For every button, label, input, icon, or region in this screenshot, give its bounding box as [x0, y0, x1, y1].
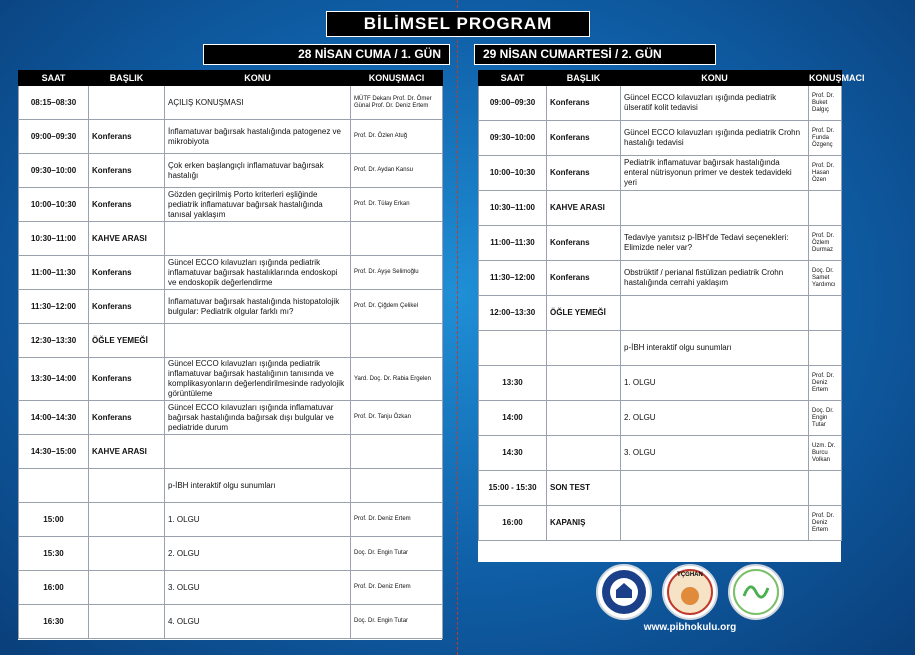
topic-cell: İnflamatuvar bağırsak hastalığında patogenez ve mikrobiyota — [165, 120, 351, 154]
table-row — [19, 358, 443, 401]
speaker-cell: Prof. Dr. Hasan Özen — [809, 156, 842, 191]
topic-cell: Gözden geçirilmiş Porto kriterleri eşliğinde pediatrik inflamatuvar bağırsak hastalığında tanısal yaklaşım — [165, 188, 351, 222]
time-cell: 14:00 — [479, 401, 547, 436]
topic-cell: Güncel ECCO kılavuzları ışığında pediatrik Crohn hastalığı tedavisi — [621, 121, 809, 156]
website-link[interactable]: www.pibhokulu.org — [643, 622, 737, 633]
title-cell: KAHVE ARASI — [89, 435, 165, 469]
speaker-cell — [351, 469, 443, 503]
time-cell: 11:30–12:00 — [479, 261, 547, 296]
speaker-cell: Prof. Dr. Özlem Durmaz — [809, 226, 842, 261]
day1-schedule-panel — [18, 70, 442, 640]
time-cell: 16:30 — [19, 605, 89, 639]
day2-schedule-table — [478, 70, 865, 541]
topic-cell: 3. OLGU — [621, 436, 809, 471]
table-row — [479, 401, 842, 436]
speaker-cell: Prof. Dr. Deniz Ertem — [351, 503, 443, 537]
speaker-cell: Prof. Dr. Deniz Ertem — [809, 506, 842, 541]
university-seal-icon — [596, 564, 652, 620]
table-row — [19, 605, 443, 639]
col-header-konu: KONU — [621, 71, 809, 86]
day2-schedule-panel — [478, 70, 865, 562]
speaker-cell: Uzm. Dr. Burcu Volkan — [809, 436, 842, 471]
speaker-cell: Prof. Dr. Deniz Ertem — [809, 366, 842, 401]
speaker-cell: Prof. Dr. Buket Dalgıç — [809, 86, 842, 121]
topic-cell: Pediatrik inflamatuvar bağırsak hastalığında enteral nütrisyonun primer ve destek tedavideki yeri — [621, 156, 809, 191]
topic-cell — [621, 471, 809, 506]
title-cell — [89, 469, 165, 503]
col-header-konusmaci: KONUŞMACI — [809, 71, 842, 86]
col-header-konu: KONU — [165, 71, 351, 86]
topic-cell — [165, 222, 351, 256]
table-row — [479, 366, 842, 401]
ibh-logo-icon — [728, 564, 784, 620]
table-row — [479, 121, 842, 156]
tcghan-logo-text: TÇGHAN — [677, 572, 703, 578]
topic-cell: Güncel ECCO kılavuzları ışığında pediatrik ülseratif kolit tedavisi — [621, 86, 809, 121]
time-cell: 11:00–11:30 — [479, 226, 547, 261]
sponsor-logos — [590, 564, 790, 622]
title-cell: Konferans — [89, 290, 165, 324]
title-cell: Konferans — [547, 121, 621, 156]
table-header-row — [479, 71, 842, 86]
title-cell: Konferans — [547, 156, 621, 191]
table-row — [19, 120, 443, 154]
speaker-cell — [351, 435, 443, 469]
speaker-cell: Doç. Dr. Engin Tutar — [809, 401, 842, 436]
speaker-cell: Prof. Dr. Özlen Atuğ — [351, 120, 443, 154]
speaker-cell — [351, 324, 443, 358]
topic-cell — [165, 435, 351, 469]
topic-cell: Güncel ECCO kılavuzları ışığında pediatrik inflamatuvar bağırsak hastalığının tanısında ve komplikasyonların değerlendirilmesinde radyolojik görüntüleme — [165, 358, 351, 401]
table-row — [479, 331, 842, 366]
speaker-cell: Prof. Dr. Aydan Kansu — [351, 154, 443, 188]
title-cell: Konferans — [89, 401, 165, 435]
topic-cell: Güncel ECCO kılavuzları ışığında pediatrik inflamatuvar bağırsak hastalıklarında endoskopi ve endoskopik değerlendirme — [165, 256, 351, 290]
col-header-saat: SAAT — [479, 71, 547, 86]
table-row — [19, 154, 443, 188]
time-cell: 13:30 — [479, 366, 547, 401]
title-cell: KAHVE ARASI — [547, 191, 621, 226]
col-header-saat: SAAT — [19, 71, 89, 86]
topic-cell: 3. OLGU — [165, 571, 351, 605]
topic-cell: 2. OLGU — [621, 401, 809, 436]
time-cell: 10:30–11:00 — [479, 191, 547, 226]
topic-cell: Tedaviye yanıtsız p-İBH'de Tedavi seçenekleri: Elimizde neler var? — [621, 226, 809, 261]
table-row — [19, 256, 443, 290]
title-cell — [547, 436, 621, 471]
title-cell: Konferans — [89, 256, 165, 290]
topic-cell: 1. OLGU — [165, 503, 351, 537]
speaker-cell — [809, 296, 842, 331]
speaker-cell: Yard. Doç. Dr. Rabia Ergelen — [351, 358, 443, 401]
title-cell: Konferans — [547, 86, 621, 121]
table-row — [19, 222, 443, 256]
speaker-cell: Prof. Dr. Deniz Ertem — [351, 571, 443, 605]
topic-cell: İnflamatuvar bağırsak hastalığında histopatolojik bulgular: Pediatrik olgular farklı mı? — [165, 290, 351, 324]
topic-cell: 1. OLGU — [621, 366, 809, 401]
title-cell — [547, 401, 621, 436]
col-header-konusmaci: KONUŞMACI — [351, 71, 443, 86]
tcghan-logo-icon — [662, 564, 718, 620]
table-row — [19, 290, 443, 324]
title-cell — [89, 537, 165, 571]
time-cell: 15:00 - 15:30 — [479, 471, 547, 506]
table-row — [19, 188, 443, 222]
table-row — [479, 506, 842, 541]
title-cell: KAPANIŞ — [547, 506, 621, 541]
time-cell: 08:15–08:30 — [19, 86, 89, 120]
title-cell: Konferans — [547, 226, 621, 261]
time-cell: 15:00 — [19, 503, 89, 537]
topic-cell: 4. OLGU — [165, 605, 351, 639]
time-cell: 16:00 — [479, 506, 547, 541]
table-row — [19, 324, 443, 358]
speaker-cell: MÜTF Dekanı Prof. Dr. Ömer Günal Prof. Dr. Deniz Ertem — [351, 86, 443, 120]
speaker-cell: Prof. Dr. Çiğdem Çelikel — [351, 290, 443, 324]
table-header-row — [19, 71, 443, 86]
title-cell: KAHVE ARASI — [89, 222, 165, 256]
time-cell: 09:30–10:00 — [19, 154, 89, 188]
topic-cell: Obstrüktif / perianal fistülizan pediatrik Crohn hastalığında cerrahi yaklaşım — [621, 261, 809, 296]
topic-cell: Çok erken başlangıçlı inflamatuvar bağırsak hastalığı — [165, 154, 351, 188]
table-row — [19, 537, 443, 571]
topic-cell: 2. OLGU — [165, 537, 351, 571]
title-cell — [547, 366, 621, 401]
time-cell: 14:00–14:30 — [19, 401, 89, 435]
table-row — [479, 296, 842, 331]
topic-cell — [621, 191, 809, 226]
speaker-cell — [809, 471, 842, 506]
topic-cell — [621, 506, 809, 541]
speaker-cell: Doç. Dr. Engin Tutar — [351, 605, 443, 639]
table-row — [19, 435, 443, 469]
time-cell — [19, 469, 89, 503]
table-row — [479, 471, 842, 506]
speaker-cell: Prof. Dr. Tülay Erkan — [351, 188, 443, 222]
speaker-cell — [809, 191, 842, 226]
time-cell: 14:30–15:00 — [19, 435, 89, 469]
day1-schedule-table — [18, 70, 443, 639]
title-cell — [89, 503, 165, 537]
time-cell: 10:30–11:00 — [19, 222, 89, 256]
title-cell: Konferans — [89, 358, 165, 401]
table-row — [479, 156, 842, 191]
topic-cell: Güncel ECCO kılavuzları ışığında inflamatuvar bağırsak hastalığında bağırsak dışı bulgular ve pediatride durum — [165, 401, 351, 435]
time-cell: 16:00 — [19, 571, 89, 605]
time-cell — [479, 331, 547, 366]
topic-cell — [621, 296, 809, 331]
table-row — [19, 571, 443, 605]
table-row — [19, 401, 443, 435]
speaker-cell: Doç. Dr. Samet Yardımcı — [809, 261, 842, 296]
speaker-cell: Doç. Dr. Engin Tutar — [351, 537, 443, 571]
fold-line — [457, 0, 458, 655]
table-row — [479, 226, 842, 261]
table-row — [479, 436, 842, 471]
title-cell: ÖĞLE YEMEĞİ — [547, 296, 621, 331]
time-cell: 11:30–12:00 — [19, 290, 89, 324]
table-row — [479, 86, 842, 121]
time-cell: 15:30 — [19, 537, 89, 571]
title-cell: Konferans — [547, 261, 621, 296]
col-header-baslik: BAŞLIK — [89, 71, 165, 86]
time-cell: 12:00–13:30 — [479, 296, 547, 331]
col-header-baslik: BAŞLIK — [547, 71, 621, 86]
table-row — [19, 469, 443, 503]
title-cell — [89, 86, 165, 120]
title-cell: Konferans — [89, 188, 165, 222]
title-cell: Konferans — [89, 120, 165, 154]
topic-cell: p-İBH interaktif olgu sunumları — [165, 469, 351, 503]
page-title: BİLİMSEL PROGRAM — [326, 11, 590, 37]
time-cell: 10:00–10:30 — [479, 156, 547, 191]
title-cell: ÖĞLE YEMEĞİ — [89, 324, 165, 358]
time-cell: 12:30–13:30 — [19, 324, 89, 358]
speaker-cell — [351, 222, 443, 256]
table-row — [19, 86, 443, 120]
table-row — [479, 191, 842, 226]
speaker-cell: Prof. Dr. Funda Özgenç — [809, 121, 842, 156]
title-cell — [89, 571, 165, 605]
title-cell: SON TEST — [547, 471, 621, 506]
table-row — [19, 503, 443, 537]
time-cell: 11:00–11:30 — [19, 256, 89, 290]
time-cell: 09:00–09:30 — [479, 86, 547, 121]
day2-header: 29 NİSAN CUMARTESİ / 2. GÜN — [474, 44, 716, 65]
title-cell — [89, 605, 165, 639]
topic-cell: p-İBH interaktif olgu sunumları — [621, 331, 809, 366]
speaker-cell — [809, 331, 842, 366]
time-cell: 13:30–14:00 — [19, 358, 89, 401]
time-cell: 14:30 — [479, 436, 547, 471]
time-cell: 09:30–10:00 — [479, 121, 547, 156]
day1-header: 28 NİSAN CUMA / 1. GÜN — [203, 44, 450, 65]
speaker-cell: Prof. Dr. Ayşe Selimoğlu — [351, 256, 443, 290]
topic-cell — [165, 324, 351, 358]
title-cell: Konferans — [89, 154, 165, 188]
topic-cell: AÇILIŞ KONUŞMASI — [165, 86, 351, 120]
time-cell: 09:00–09:30 — [19, 120, 89, 154]
table-row — [479, 261, 842, 296]
speaker-cell: Prof. Dr. Tanju Özkan — [351, 401, 443, 435]
time-cell: 10:00–10:30 — [19, 188, 89, 222]
title-cell — [547, 331, 621, 366]
